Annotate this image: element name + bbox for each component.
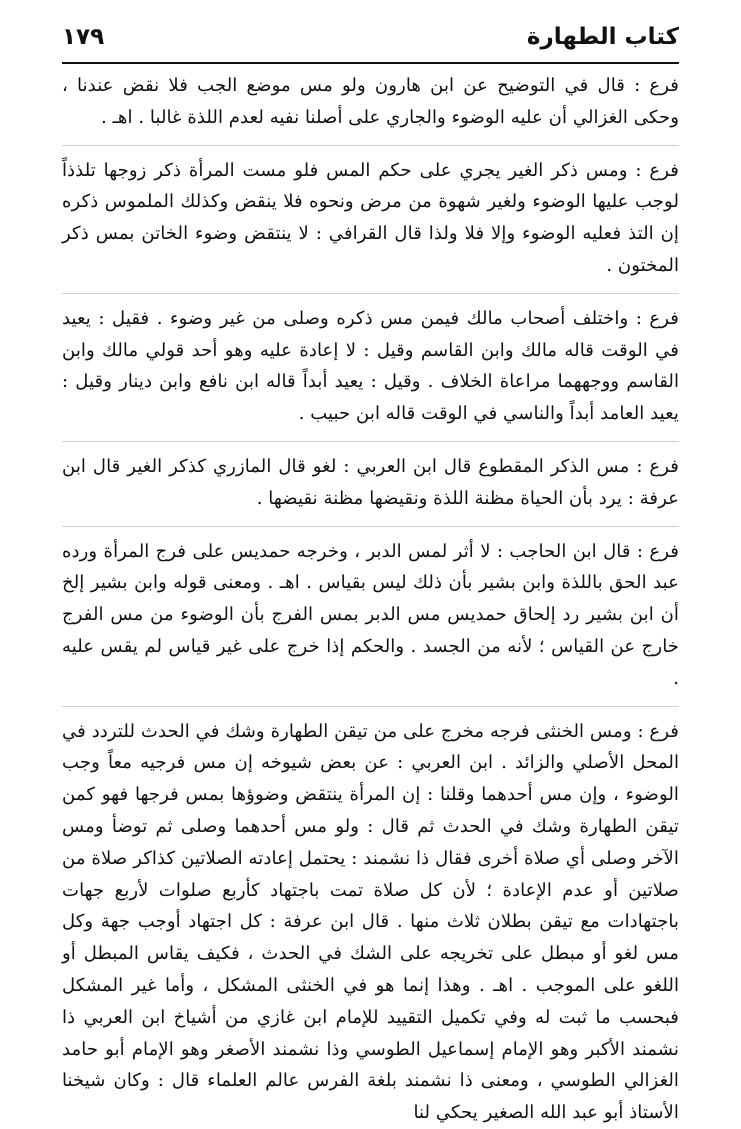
paragraph-1: فرع : قال في التوضيح عن ابن هارون ولو مس موضع الجب فلا نقض عندنا ، وحكى الغزالي أن عليه الوضوء والجاري على أصلنا نفيه لعدم اللذة غالبا . اهـ .	[62, 75, 679, 128]
paragraph-4: فرع : مس الذكر المقطوع قال ابن العربي : لغو قال المازري كذكر الغير قال ابن عرفة : يرد بأن الحياة مظنة اللذة ونقيضها مظنة نقيضها .	[62, 455, 679, 509]
paragraph-5: فرع : قال ابن الحاجب : لا أثر لمس الدبر ، وخرجه حمديس على فرج المرأة ورده عبد الحق باللذة وابن بشير بأن ذلك ليس بقياس . اهـ . ومعنى قوله وابن بشير إلخ أن ابن بشير رد إلحاق حمديس مس الدبر بمس الفرج بأن الوضوء من مس الفرج خارج عن القياس ؛ لأنه من الجسد . والحكم إذا خرج على غير قياس لم يقس عليه .	[62, 540, 679, 689]
paragraph-3: فرع : واختلف أصحاب مالك فيمن مس ذكره وصلى من غير وضوء . فقيل : يعيد في الوقت قاله مالك وابن القاسم وقيل : لا إعادة عليه وهو أحد قولي مالك وابن القاسم ووجههما مراعاة الخلاف . وقيل : يعيد أبداً قاله ابن نافع وابن دينار وقيل : يعيد العامد أبداً والناسي في الوقت قاله ابن حبيب .	[62, 307, 679, 425]
paragraph-divider	[62, 430, 679, 442]
paragraph-divider	[62, 695, 679, 707]
paragraph-divider	[62, 282, 679, 294]
paragraph-divider	[62, 515, 679, 527]
page-number: ١٧٩	[62, 24, 105, 50]
page-body	[62, 70, 679, 1129]
paragraph-6: فرع : ومس الخنثى فرجه مخرج على من تيقن الطهارة وشك في الحدث للتردد في المحل الأصلي والزائد . ابن العربي : عن بعض شيوخه إن مس فرجيه معاً وجب الوضوء ، وإن مس أحدهما وقلنا : إن المرأة ينتقض وضوؤها بمس فرجها فهو كمن تيقن الطهارة وشك في الحدث ثم قال : ولو مس أحدهما وصلى ثم توضأ ومس الآخر وصلى أي صلاة أخرى فقال ذا نشمند : يحتمل إعادته الصلاتين كذاكر صلاة من صلاتين أو عدم الإعادة ؛ لأن كل صلاة تمت باجتهاد كأربع صلوات لأربع جهات باجتهادات مع تيقن بطلان ثلاث منها . قال ابن عرفة : كل اجتهاد أوجب جهة وكل مس لغو أو مبطل على تخريجه على الشك في الحدث ، فكيف يقاس المبطل أو اللغو على الموجب . اهـ . وهذا إنما هو في الخنثى المشكل ، وأما غير المشكل فبحسب ما ثبت له وفي تكميل التقييد للإمام ابن غازي من أشياخ ابن العربي ذا نشمند الأكبر وهو الإمام إسماعيل الطوسي وذا نشمند الأصغر وهو الإمام أبو حامد الغزالي الطوسي ، ومعنى ذا نشمند بلغة الفرس عالم العلماء قال : وكان شيخنا الأستاذ أبو عبد الله الصغير يحكي لنا	[62, 720, 679, 1124]
running-title: كتاب الطهارة	[526, 24, 679, 50]
page-header	[62, 22, 679, 64]
paragraph-divider	[62, 134, 679, 146]
paragraph-2: فرع : ومس ذكر الغير يجري على حكم المس فلو مست المرأة ذكر زوجها تلذذاً لوجب عليها الوضوء ولغير شهوة من مرض ونحوه فلا ينقض وكذلك الملموس ذكره إن التذ فعليه الوضوء وإلا فلا ولذا قال القرافي : لا ينتقض وضوء الخاتن بمس ذكر المختون .	[62, 159, 679, 276]
